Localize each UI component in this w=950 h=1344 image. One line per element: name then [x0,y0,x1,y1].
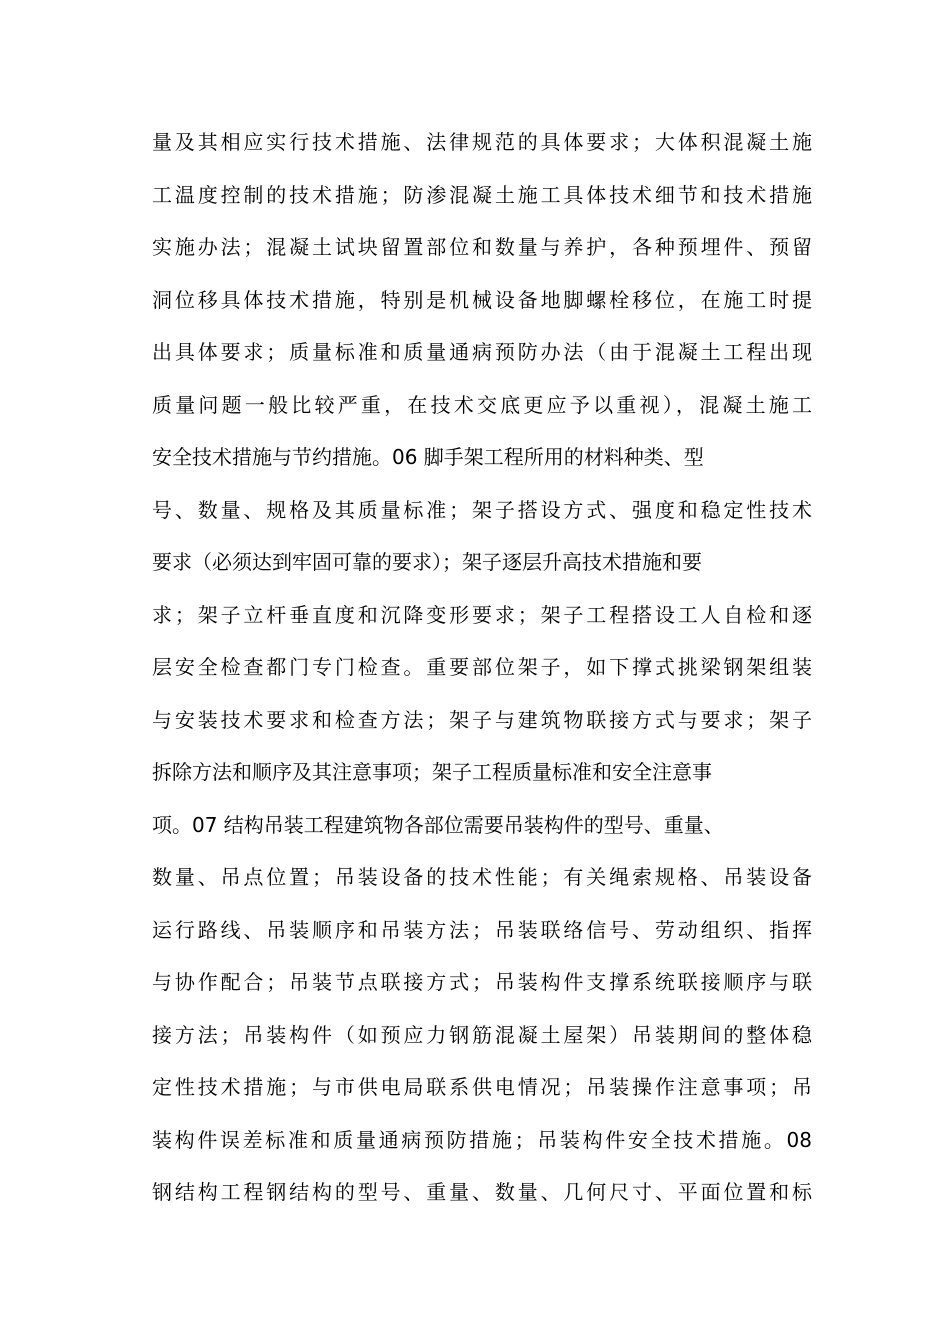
text-line: 装构件误差标准和质量通病预防措施；吊装构件安全技术措施。08 [152,1127,812,1152]
text-line: 安全技术措施与节约措施。06 脚手架工程所用的材料种类、型 [152,445,704,469]
text-line: 定性技术措施；与市供电局联系供电情况；吊装操作注意事项；吊 [152,1075,812,1099]
text-line: 量及其相应实行技术措施、法律规范的具体要求；大体积混凝土施 [152,130,812,154]
text-line: 项。07 结构吊装工程建筑物各部位需要吊装构件的型号、重量、 [152,812,724,837]
text-line: 与协作配合；吊装节点联接方式；吊装构件支撑系统联接顺序与联 [152,970,812,994]
text-line: 质量问题一般比较严重，在技术交底更应予以重视），混凝土施工 [152,392,812,417]
text-line: 出具体要求；质量标准和质量通病预防办法（由于混凝土工程出现 [152,340,812,364]
text-line: 洞位移具体技术措施，特别是机械设备地脚螺栓移位，在施工时提 [152,287,812,312]
text-line: 钢结构工程钢结构的型号、重量、数量、几何尺寸、平面位置和标 [152,1180,812,1204]
text-line: 要求（必须达到牢固可靠的要求）；架子逐层升高技术措施和要 [152,550,702,574]
body-text [152,116,812,1219]
text-line: 层安全检查都门专门检查。重要部位架子，如下撑式挑梁钢架组装 [152,655,812,679]
text-line: 与安装技术要求和检查方法；架子与建筑物联接方式与要求；架子 [152,707,812,732]
text-line: 接方法；吊装构件（如预应力钢筋混凝土屋架）吊装期间的整体稳 [152,1022,812,1047]
text-line: 工温度控制的技术措施；防渗混凝土施工具体技术细节和技术措施 [152,182,812,207]
text-line: 实施办法；混凝土试块留置部位和数量与养护，各种预埋件、预留 [152,235,812,259]
text-line: 拆除方法和顺序及其注意事项；架子工程质量标准和安全注意事 [152,760,712,784]
text-line: 运行路线、吊装顺序和吊装方法；吊装联络信号、劳动组织、指挥 [152,917,812,942]
text-line: 数量、吊点位置；吊装设备的技术性能；有关绳索规格、吊装设备 [152,865,812,889]
text-line: 求；架子立杆垂直度和沉降变形要求；架子工程搭设工人自检和逐 [152,602,812,627]
text-line: 号、数量、规格及其质量标准；架子搭设方式、强度和稳定性技术 [152,497,812,522]
